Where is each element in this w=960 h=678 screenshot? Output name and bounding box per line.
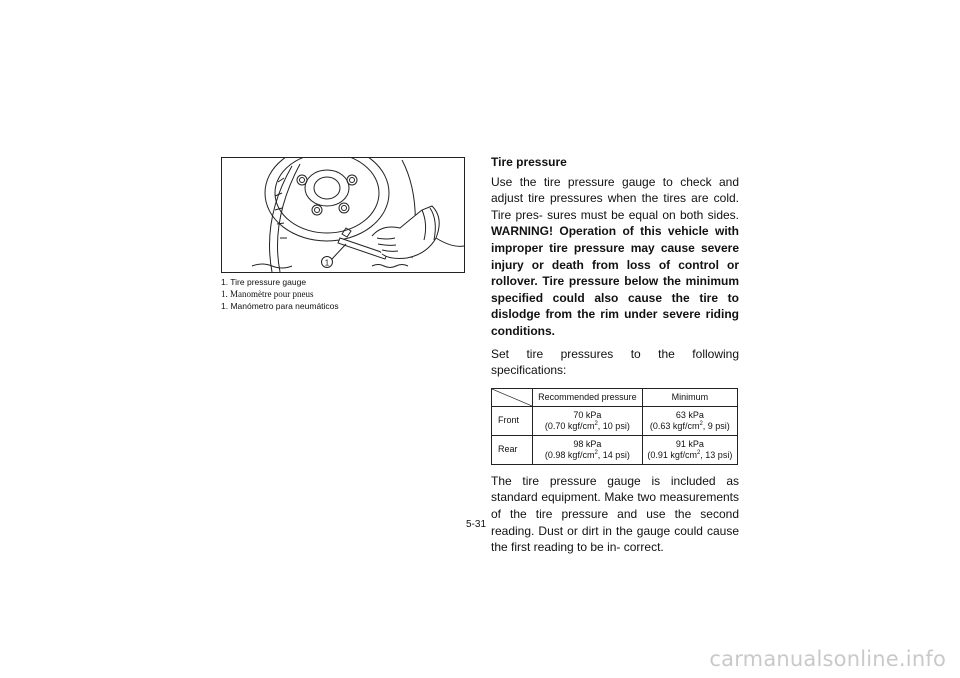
watermark: carmanualsonline.info <box>709 647 946 671</box>
wheel-drawing <box>222 158 464 272</box>
figure-captions <box>221 276 471 312</box>
tire-pressure-section <box>491 154 739 556</box>
table-header-row <box>492 388 738 406</box>
caption-french: 1. Manomètre pour pneus <box>221 289 314 299</box>
callout-number: 1 <box>324 258 330 268</box>
front-recommended: 70 kPa (0.70 kgf/$cm^2$, 10 psi) <box>533 406 643 435</box>
front-minimum: 63 kPa (0.63 kgf/$cm^2$, 9 psi) <box>642 406 737 435</box>
caption-spanish: 1. Manómetro para neumáticos <box>221 301 339 311</box>
table-row-rear <box>492 435 738 464</box>
rear-recommended: 98 kPa (0.98 kgf/$cm^2$, 14 psi) <box>533 435 643 464</box>
spec-intro: Set tire pressures to the following specifications: <box>491 346 739 378</box>
table-corner-cell <box>492 388 533 406</box>
header-minimum: Minimum <box>642 388 737 406</box>
header-recommended: Recommended pressure <box>533 388 643 406</box>
row-label-front: Front <box>492 406 533 435</box>
section-title: Tire pressure <box>491 155 567 169</box>
tire-gauge-illustration <box>221 157 465 273</box>
pressure-spec-table <box>491 388 738 465</box>
caption-english: 1. Tire pressure gauge <box>221 277 307 287</box>
intro-paragraph <box>491 174 739 340</box>
row-label-rear: Rear <box>492 435 533 464</box>
gauge-note-paragraph: The tire pressure gauge is included as standard equipment. Make two measurements of the tire pressure and use the second reading. Dust or dirt in the gauge could cause the first reading to be in- correct. <box>491 473 739 555</box>
page-number: 5-31 <box>466 519 487 530</box>
warning-text: WARNING! Operation of this vehicle with improper tire pressure may cause severe injury or death from loss of control or rollover. Tire pressure below the minimum specified could also cause the tire to dislodge from the rim under severe riding conditions. <box>491 224 739 338</box>
rear-minimum: 91 kPa (0.91 kgf/$cm^2$, 13 psi) <box>642 435 737 464</box>
table-row-front <box>492 406 738 435</box>
intro-text: Use the tire pressure gauge to check and adjust tire pressures when the tires are cold. Tire pres- sures must be equal on both sides. <box>491 174 739 222</box>
